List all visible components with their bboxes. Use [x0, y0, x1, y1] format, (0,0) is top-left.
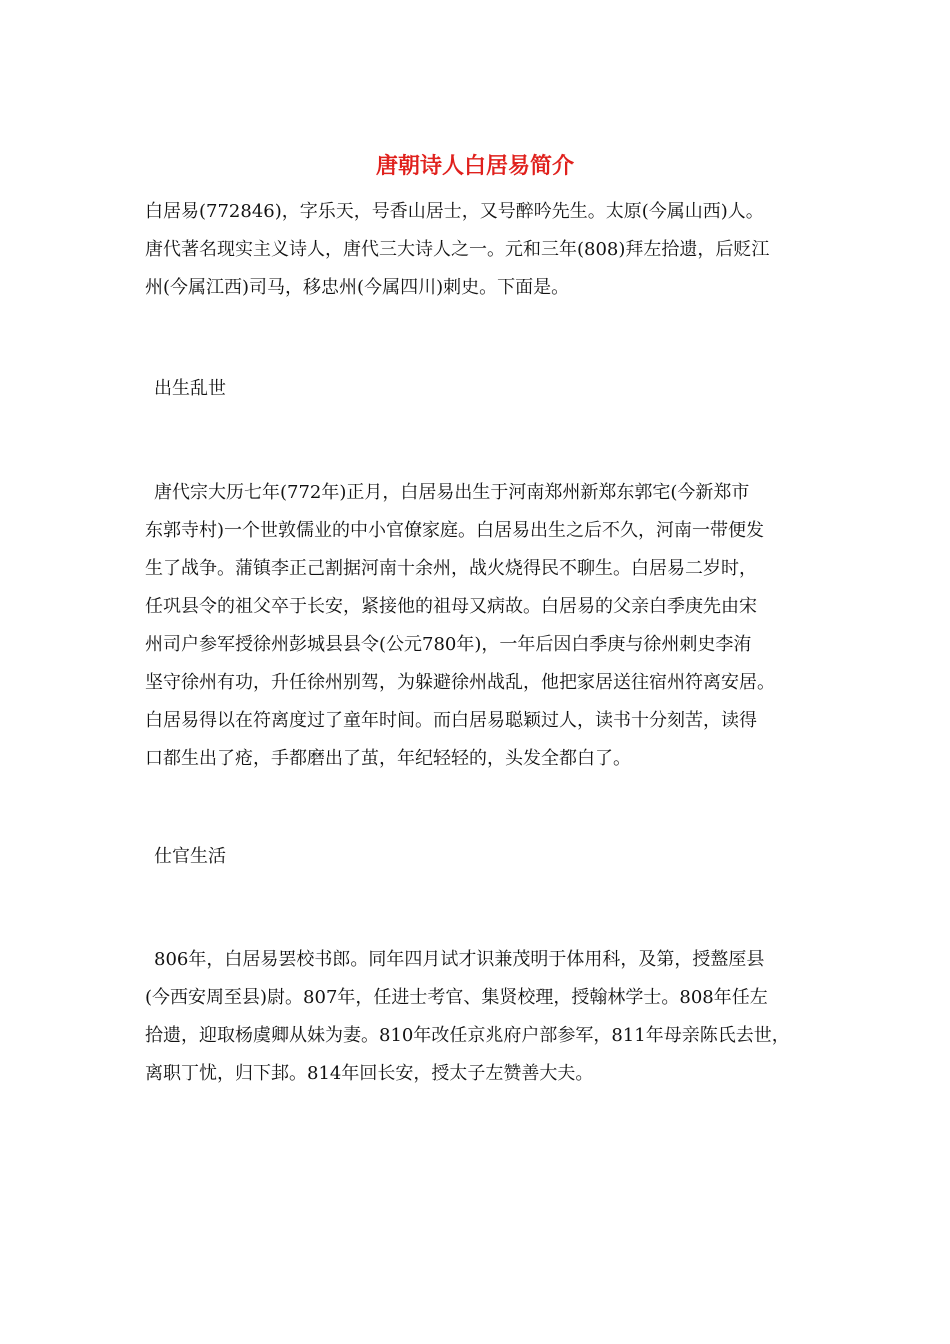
- document-title: 唐朝诗人白居易简介: [375, 153, 574, 179]
- paragraph-line: 白居易得以在符离度过了童年时间。而白居易聪颖过人，读书十分刻苦，读得: [145, 710, 757, 731]
- intro-paragraph: [145, 193, 817, 307]
- paragraph-line: 州司户参军授徐州彭城县县令(公元780年)，一年后因白季庚与徐州刺史李洧: [145, 634, 752, 655]
- paragraph-line: 拾遗，迎取杨虞卿从妹为妻。810年改任京兆府户部参军，811年母亲陈氏去世，: [145, 1025, 790, 1046]
- intro-line: 州(今属江西)司马，移忠州(今属四川)刺史。下面是。: [145, 277, 570, 298]
- paragraph-line: 口都生出了疮，手都磨出了茧，年纪轻轻的，头发全都白了。: [145, 748, 631, 769]
- paragraph-line: 生了战争。蒲镇李正己割据河南十余州，战火烧得民不聊生。白居易二岁时，: [145, 558, 757, 579]
- section-heading-birth: 出生乱世: [154, 378, 226, 399]
- paragraph-line: (今西安周至县)尉。807年，任进士考官、集贤校理，授翰林学士。808年任左: [145, 987, 768, 1008]
- paragraph-line: 唐代宗大历七年(772年)正月，白居易出生于河南郑州新郑东郭宅(今新郑市: [154, 482, 750, 503]
- paragraph-line: 离职丁忧，归下邽。814年回长安，授太子左赞善大夫。: [145, 1063, 594, 1084]
- section-paragraph-birth: [145, 474, 817, 778]
- paragraph-line: 东郭寺村)一个世敦儒业的中小官僚家庭。白居易出生之后不久，河南一带便发: [145, 520, 765, 541]
- intro-line: 唐代著名现实主义诗人，唐代三大诗人之一。元和三年(808)拜左拾遗，后贬江: [145, 239, 770, 260]
- intro-line: 白居易(772846)，字乐天，号香山居士，又号醉吟先生。太原(今属山西)人。: [145, 201, 764, 222]
- section-paragraph-career: [145, 941, 817, 1093]
- paragraph-line: 坚守徐州有功，升任徐州别驾，为躲避徐州战乱，他把家居送往宿州符离安居。: [145, 672, 775, 693]
- section-heading-career: 仕官生活: [154, 846, 226, 867]
- paragraph-line: 806年，白居易罢校书郎。同年四月试才识兼茂明于体用科，及第，授盩厔县: [154, 949, 765, 970]
- paragraph-line: 任巩县令的祖父卒于长安，紧接他的祖母又病故。白居易的父亲白季庚先由宋: [145, 596, 757, 617]
